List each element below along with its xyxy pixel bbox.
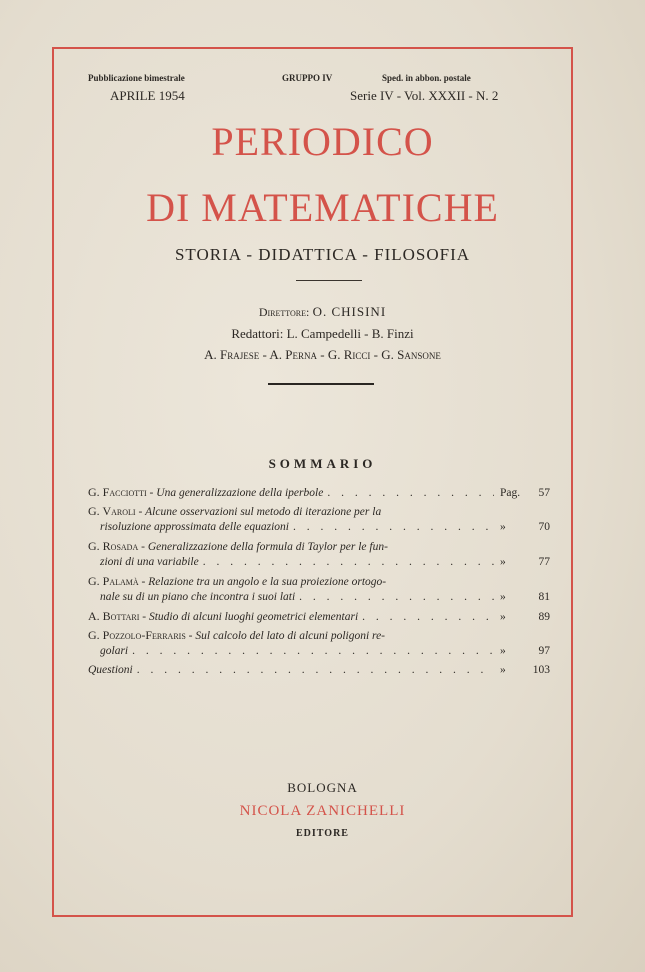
editors-line-1: Redattori: L. Campedelli - B. Finzi: [231, 326, 414, 341]
toc-entry: G. Varoli - Alcune osservazioni sul metodo di iterazione per la risoluzione approssimata delle equazioni . . . » 70: [88, 503, 550, 535]
page-number: 97: [538, 645, 550, 657]
ditto-mark: »: [500, 521, 506, 533]
toc-page: [494, 662, 550, 678]
toc-entry: G. Rosada - Generalizzazione della formula di Taylor per le fun- zioni di una variabile . . . » 77: [88, 538, 550, 570]
title-line-2: DI MATEMATICHE: [146, 185, 499, 230]
toc-page: [494, 485, 550, 501]
imprint-city: BOLOGNA: [287, 780, 358, 795]
page-number: 81: [538, 591, 550, 603]
issue-series: Serie IV - Vol. XXXII - N. 2: [350, 88, 499, 103]
toc-title-cont: nale su di un piano che incontra i suoi lati: [100, 591, 296, 603]
toc-title: Generalizzazione della formula di Taylor per le fun-: [147, 541, 388, 553]
toc-author: G. Facciotti: [88, 485, 147, 499]
page-number: 77: [538, 556, 550, 568]
toc-title: Studio di alcuni luoghi geometrici elementari: [148, 611, 359, 623]
page-number: 89: [538, 611, 550, 623]
toc-title-cont: zioni di una variabile: [100, 556, 199, 568]
divider-bold: [268, 383, 374, 385]
toc-entry: G. Facciotti - Una generalizzazione della iperbole . . . Pag. 57: [88, 484, 550, 500]
toc-author: A. Bottari: [88, 609, 140, 623]
director-label: Direttore:: [258, 305, 310, 319]
subtitle: STORIA - DIDATTICA - FILOSOFIA: [174, 245, 471, 264]
toc-author: G. Varoli: [88, 504, 136, 518]
leader-dots: [289, 519, 494, 535]
toc-title: Relazione tra un angolo e la sua proiezione ortogo-: [148, 576, 387, 588]
toc-page: [494, 643, 550, 659]
page-number: 70: [538, 521, 550, 533]
table-of-contents: [88, 484, 550, 681]
issue-date: APRILE 1954: [110, 88, 185, 103]
publication-frequency: Pubblicazione bimestrale: [88, 73, 185, 83]
ditto-mark: »: [500, 591, 506, 603]
toc-page: [494, 609, 550, 625]
leader-dots: [358, 609, 494, 625]
toc-title: Sul calcolo del lato di alcuni poligoni re-: [195, 630, 386, 642]
toc-title-cont: risoluzione approssimata delle equazioni: [100, 521, 290, 533]
toc-author: G. Pozzolo-Ferraris: [88, 628, 186, 642]
contents-heading: SOMMARIO: [268, 456, 377, 471]
toc-title: Una generalizzazione della iperbole: [156, 487, 324, 499]
toc-title-cont: golari: [100, 645, 129, 657]
toc-author: G. Rosada: [88, 539, 139, 553]
page-number: 57: [538, 487, 550, 499]
toc-entry: A. Bottari - Studio di alcuni luoghi geometrici elementari . . . » 89: [88, 608, 550, 624]
director-name: O. CHISINI: [312, 304, 387, 319]
leader-dots: [323, 485, 494, 501]
toc-title: Alcune osservazioni sul metodo di iterazione per la: [145, 506, 382, 518]
toc-entry: G. Palamà - Relazione tra un angolo e la sua proiezione ortogo- nale su di un piano che incontra i suoi lati . . . » 81: [88, 573, 550, 605]
page-label: Pag.: [500, 487, 521, 499]
publisher-name: NICOLA ZANICHELLI: [239, 803, 406, 819]
divider-short: [296, 280, 362, 281]
toc-entry: G. Pozzolo-Ferraris - Sul calcolo del lato di alcuni poligoni re- golari . . . » 97: [88, 627, 550, 659]
editors-line-2: A. Frajese - A. Perna - G. Ricci - G. Sansone: [204, 347, 441, 362]
ditto-mark: »: [500, 645, 506, 657]
toc-page: [494, 554, 550, 570]
leader-dots: [133, 662, 494, 678]
ditto-mark: »: [500, 664, 506, 676]
toc-entry: [88, 662, 550, 678]
ditto-mark: »: [500, 556, 506, 568]
toc-page: [494, 589, 550, 605]
postal-group: GRUPPO IV: [282, 73, 333, 83]
leader-dots: [128, 643, 494, 659]
ditto-mark: »: [500, 611, 506, 623]
toc-page: [494, 519, 550, 535]
toc-author: G. Palamà: [88, 574, 139, 588]
toc-title: Questioni: [88, 664, 133, 676]
leader-dots: [199, 554, 494, 570]
director-line: [0, 304, 645, 320]
leader-dots: [295, 589, 494, 605]
publisher-role: EDITORE: [296, 828, 349, 839]
title-line-1: PERIODICO: [211, 119, 434, 164]
shipping-note: Sped. in abbon. postale: [382, 73, 471, 83]
page-number: 103: [532, 664, 550, 676]
